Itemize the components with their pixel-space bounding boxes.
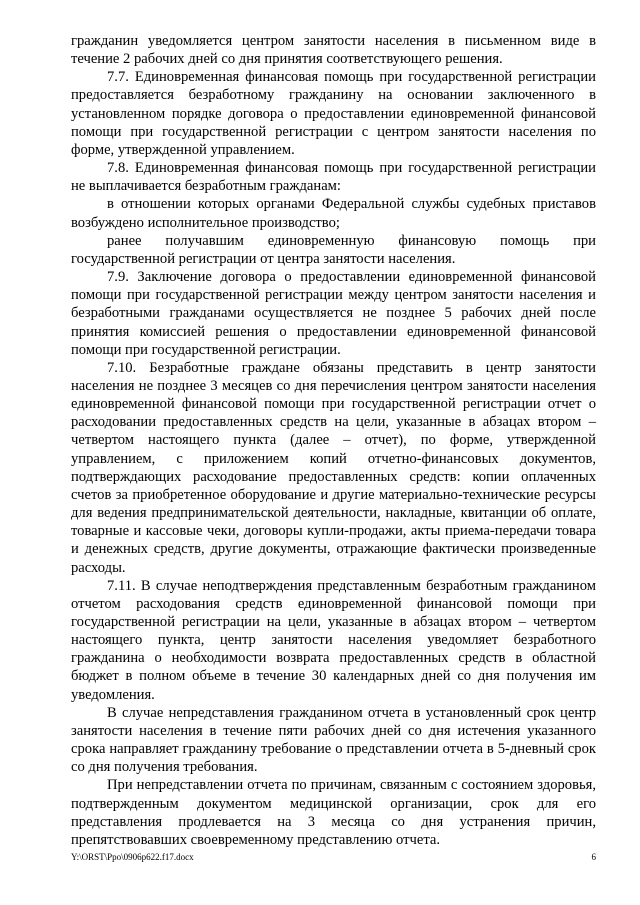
paragraph-7-8-item-1: в отношении которых органами Федеральной службы судебных приставов возбуждено исполнительное производство; (71, 196, 596, 231)
footer-file-path: Y:\ORST\Ppo\0906p622.f17.docx (71, 852, 194, 862)
page-number: 6 (591, 852, 596, 862)
paragraph-7-8-item-2: ранее получавшим единовременную финансовую помощь при государственной регистрации от центра занятости населения. (71, 232, 596, 267)
paragraph-7-8: 7.8. Единовременная финансовая помощь при государственной регистрации не выплачивается безработным гражданам: (71, 160, 596, 195)
paragraph-7-9: 7.9. Заключение договора о предоставлении единовременной финансовой помощи при государственной регистрации между центром занятости населения и безработными гражданами осуществляется не позднее 5 рабочих дней после принятия комиссией решения о предоставлении единовременной финансовой помощи при государственной регистрации. (71, 269, 596, 358)
paragraph-7-7: 7.7. Единовременная финансовая помощь при государственной регистрации предоставляется безработному гражданину на основании заключенного в установленном порядке договора о предоставлении единовременной финансовой помощи при государственной регистрации с центром занятости населения по форме, утвержденной управлением. (71, 69, 596, 158)
paragraph-7-11-extension: При непредставлении отчета по причинам, связанным с состоянием здоровья, подтвержденным документом медицинской организации, срок для его представления продлевается на 3 месяца со дня устранения причин, препятствовавших своевременному представлению отчета. (71, 777, 596, 848)
paragraph-7-11-nonsubmission: В случае непредставления гражданином отчета в установленный срок центр занятости населения в течение пяти рабочих дней со дня истечения указанного срока направляет гражданину требование о представлении отчета в 5-дневный срок со дня получения требования. (71, 704, 596, 776)
paragraph-7-10: 7.10. Безработные граждане обязаны представить в центр занятости населения не позднее 3 месяцев со дня перечисления центром занятости населения единовременной финансовой помощи при государственной регистрации отчет о расходовании предоставленных средств на цели, указанные в абзацах втором – четвертом настоящего пункта (далее – отчет), по форме, утвержденной управлением, с приложением копий отчетно-финансовых документов, подтверждающих расходование предоставленных средств: копии оплаченных счетов за приобретенное оборудование и другие материально-технические ресурсы для ведения предпринимательской деятельности, накладные, квитанции об оплате, товарные и кассовые чеки, договоры купли-продажи, акты приема-передачи товара и денежных средств, другие документы, отражающие фактически произведенные расходы. (71, 359, 596, 576)
paragraph-continuation: гражданин уведомляется центром занятости населения в письменном виде в течение 2 рабочих дней со дня принятия соответствующего решения. (71, 33, 596, 68)
document-page (71, 32, 596, 849)
paragraph-7-11: 7.11. В случае неподтверждения представленным безработным гражданином отчетом расходования средств единовременной финансовой помощи при государственной регистрации на цели, указанные в абзацах втором – четвертом настоящего пункта, центр занятости населения уведомляет безработного гражданина о необходимости возврата предоставленных средств в областной бюджет в полном объеме в течение 30 календарных дней со дня получения им уведомления. (71, 577, 596, 703)
